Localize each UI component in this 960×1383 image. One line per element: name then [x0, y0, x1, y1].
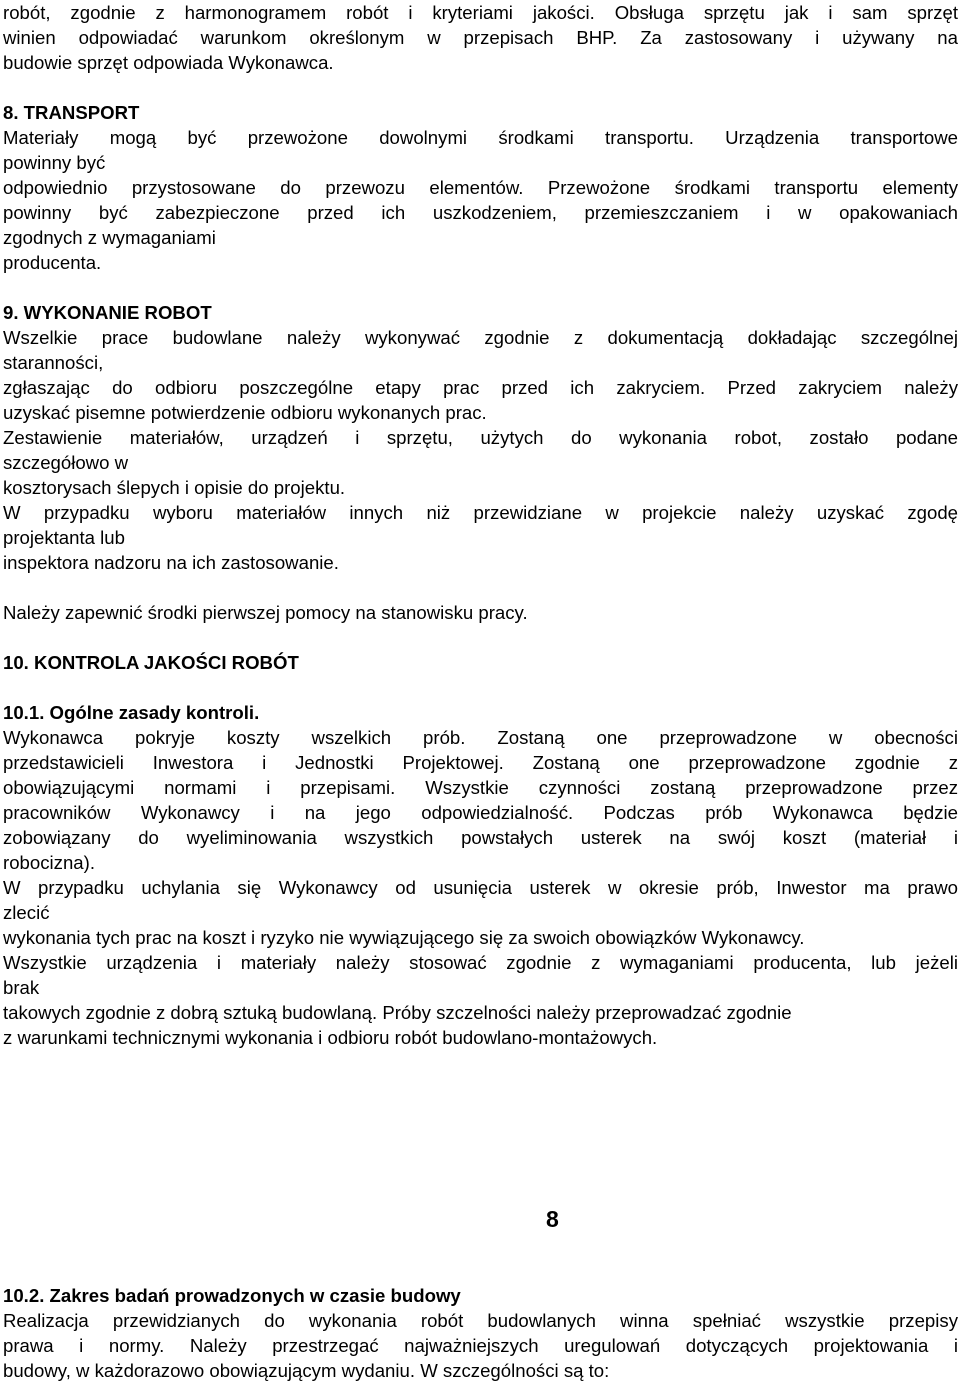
body-text-line: zlecić [3, 902, 50, 923]
body-text-line: Materiały mogą być przewożone dowolnymi środkami transportu. Urządzenia transportowe [3, 127, 958, 148]
section-heading-transport: 8. TRANSPORT [3, 102, 140, 123]
body-text-line: robocizna). [3, 852, 95, 873]
body-text-line: Realizacja przewidzianych do wykonania robót budowlanych winna spełniać wszystkie przepisy [3, 1310, 958, 1331]
body-text-line: projektanta lub [3, 527, 125, 548]
body-text-line: kosztorysach ślepych i opisie do projektu. [3, 477, 346, 498]
body-text-line: robót, zgodnie z harmonogramem robót i kryteriami jakości. Obsługa sprzętu jak i sam sprzęt [3, 2, 958, 23]
body-text-line: Wykonawca pokryje koszty wszelkich prób. Zostaną one przeprowadzone w obecności [3, 727, 958, 748]
body-text-line: inspektora nadzoru na ich zastosowanie. [3, 552, 339, 573]
body-text-line: Zestawienie materiałów, urządzeń i sprzętu, użytych do wykonania robot, zostało podane [3, 427, 958, 448]
body-text-line: winien odpowiadać warunkom określonym w przepisach BHP. Za zastosowany i używany na [3, 27, 958, 48]
section-heading-kontrola: 10. KONTROLA JAKOŚCI ROBÓT [3, 652, 299, 673]
body-text-line: staranności, [3, 352, 104, 373]
body-text-line: W przypadku wyboru materiałów innych niż przewidziane w projekcie należy uzyskać zgodę [3, 502, 958, 523]
subsection-heading-ogolne-zasady: 10.1. Ogólne zasady kontroli. [3, 702, 260, 723]
page-number: 8 [546, 1206, 559, 1232]
body-text-line: wykonania tych prac na koszt i ryzyko nie wywiązującego się za swoich obowiązków Wykonawcy. [3, 927, 805, 948]
body-text-line: Wszelkie prace budowlane należy wykonywać zgodnie z dokumentacją dokładając szczególnej [3, 327, 958, 348]
body-text-line: takowych zgodnie z dobrą sztuką budowlaną. Próby szczelności należy przeprowadzać zgodnie [3, 1002, 792, 1023]
body-text-line: z warunkami technicznymi wykonania i odbioru robót budowlano-montażowych. [3, 1027, 658, 1048]
body-text-line: producenta. [3, 252, 102, 273]
body-text-line: obowiązującymi normami i przepisami. Wszystkie czynności zostaną przeprowadzone przez [3, 777, 958, 798]
body-text-line: zobowiązany do wyeliminowania wszystkich powstałych usterek na swój koszt (materiał i [3, 827, 958, 848]
body-text-line: zgłaszając do odbioru poszczególne etapy prac przed ich zakryciem. Przed zakryciem należy [3, 377, 958, 398]
body-text-line: Wszystkie urządzenia i materiały należy stosować zgodnie z wymaganiami producenta, lub jeżeli [3, 952, 958, 973]
body-text-line: powinny być zabezpieczone przed ich uszkodzeniem, przemieszczaniem i w opakowaniach [3, 202, 958, 223]
body-text-line: powinny być [3, 152, 106, 173]
body-text-line: szczegółowo w [3, 452, 129, 473]
body-text-line: pracowników Wykonawcy i na jego odpowiedzialność. Podczas prób Wykonawca będzie [3, 802, 958, 823]
subsection-heading-zakres-badan: 10.2. Zakres badań prowadzonych w czasie budowy [3, 1285, 461, 1306]
body-text-line: W przypadku uchylania się Wykonawcy od usunięcia usterek w okresie prób, Inwestor ma prawo [3, 877, 958, 898]
body-text-line: Należy zapewnić środki pierwszej pomocy na stanowisku pracy. [3, 602, 528, 623]
body-text-line: zgodnych z wymaganiami [3, 227, 216, 248]
body-text-line: uzyskać pisemne potwierdzenie odbioru wykonanych prac. [3, 402, 487, 423]
body-text-line: prawa i normy. Należy przestrzegać najważniejszych uregulowań dotyczących projektowania i [3, 1335, 958, 1356]
section-heading-wykonanie: 9. WYKONANIE ROBOT [3, 302, 212, 323]
body-text-line: budowie sprzęt odpowiada Wykonawca. [3, 52, 334, 73]
body-text-line: odpowiednio przystosowane do przewozu elementów. Przewożone środkami transportu elementy [3, 177, 958, 198]
body-text-line: budowy, w każdorazowo obowiązującym wydaniu. W szczególności są to: [3, 1360, 610, 1381]
body-text-line: przedstawicieli Inwestora i Jednostki Projektowej. Zostaną one przeprowadzone zgodnie z [3, 752, 958, 773]
body-text-line: brak [3, 977, 40, 998]
